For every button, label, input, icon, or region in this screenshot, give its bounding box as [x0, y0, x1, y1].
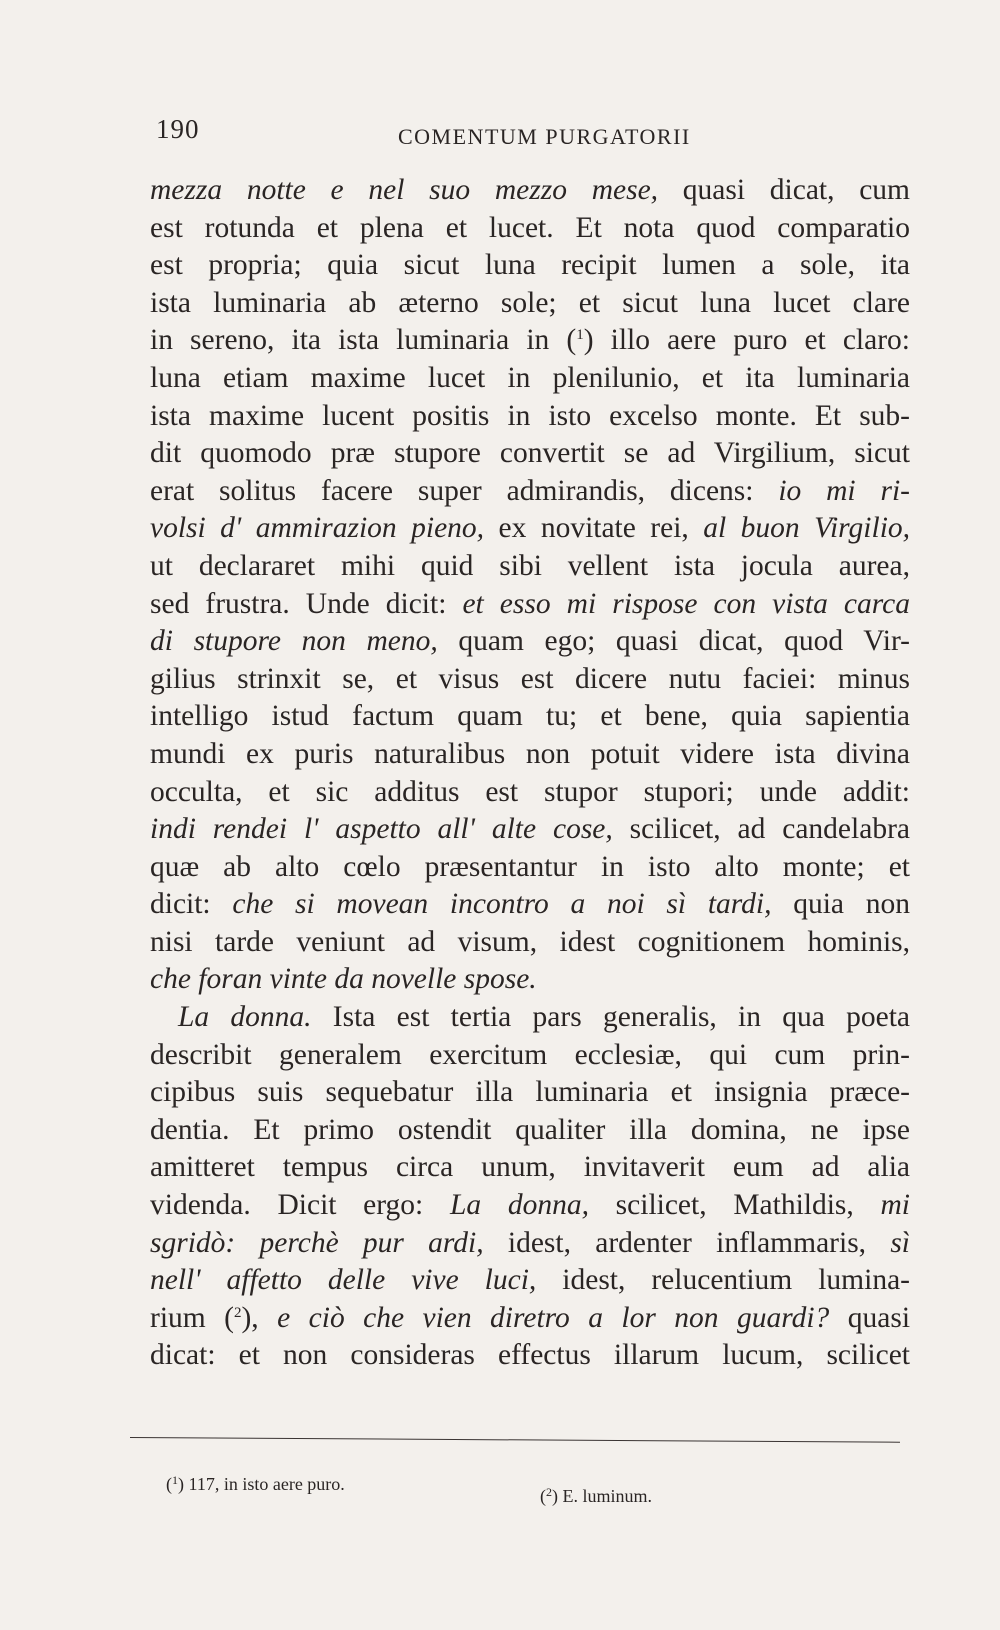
- text-line: [150, 1300, 910, 1338]
- text-segment: in sereno, ita ista luminaria in (: [150, 324, 577, 357]
- text-segment: quasi dicat, cum: [658, 174, 910, 206]
- text-line: [150, 1074, 910, 1112]
- text-segment: rium (: [150, 1301, 234, 1334]
- italic-quotation: indi rendei l' aspetto all' alte cose,: [150, 813, 613, 846]
- text-segment: sed frustra. Unde dicit:: [150, 587, 463, 620]
- running-title: COMENTUM PURGATORII: [398, 124, 691, 149]
- text-line: [150, 548, 910, 586]
- text-line: [150, 623, 910, 661]
- italic-quotation: La donna.: [178, 1001, 312, 1034]
- text-line: [150, 1225, 910, 1263]
- footnote-text: 117, in isto aere puro.: [188, 1474, 345, 1494]
- text-segment: mundi ex puris naturalibus non potuit videre ista divina: [150, 737, 910, 770]
- text-line: [150, 1187, 910, 1225]
- italic-quotation: et esso mi rispose con vista carca: [462, 587, 910, 620]
- footnote-2: [540, 1486, 652, 1507]
- text-line: [150, 247, 910, 285]
- footnote-mark: 1: [172, 1473, 178, 1487]
- text-line: [150, 1037, 910, 1075]
- text-line: [150, 210, 910, 248]
- text-segment: idest, ardenter inflammaris,: [483, 1226, 891, 1259]
- italic-quotation: sgridò: perchè pur ardi,: [150, 1226, 484, 1259]
- footnote-1: [166, 1474, 345, 1495]
- text-segment: intelligo istud factum quam tu; et bene, quia sapientia: [150, 700, 910, 733]
- text-segment: quia non: [771, 888, 910, 921]
- text-line: [150, 473, 910, 511]
- text-segment: dicat: et non consideras effectus illarum lucum, scilicet: [150, 1339, 910, 1372]
- text-segment: scilicet, Mathildis,: [588, 1189, 881, 1222]
- page-number: 190: [156, 114, 200, 144]
- footnote-mark: 2: [546, 1485, 552, 1499]
- text-line: [150, 1149, 910, 1187]
- italic-quotation: io mi ri-: [778, 474, 910, 507]
- text-segment: videnda. Dicit ergo:: [150, 1189, 450, 1222]
- text-segment: erat solitus facere super admirandis, dicens:: [150, 474, 779, 507]
- footnote-reference: 2: [233, 1304, 242, 1321]
- text-segment: dicit:: [150, 888, 233, 921]
- italic-quotation: volsi d' ammirazion pieno,: [150, 512, 485, 545]
- footnote-close-paren: ): [178, 1474, 189, 1494]
- text-segment: est rotunda et plena et lucet. Et nota quod comparatio: [150, 211, 910, 244]
- italic-quotation: e ciò che vien diretro a lor non guardi?: [277, 1301, 830, 1334]
- text-segment: ut declararet mihi quid sibi vellent ista jocula aurea,: [150, 549, 910, 582]
- italic-quotation: sì: [890, 1226, 910, 1259]
- text-segment: quasi: [829, 1301, 911, 1334]
- footnote-text: E. luminum.: [562, 1486, 652, 1506]
- text-line: [150, 886, 910, 924]
- text-line: [150, 1262, 910, 1300]
- text-line: [150, 1112, 910, 1150]
- text-line: [150, 811, 910, 849]
- text-segment: est propria; quia sicut luna recipit lumen a sole, ita: [150, 249, 910, 282]
- text-segment: quam ego; quasi dicat, quod Vir-: [437, 625, 910, 658]
- text-segment: ista maxime lucent positis in isto excelso monte. Et sub-: [150, 399, 910, 432]
- footnote-open-paren: (: [540, 1486, 546, 1506]
- text-segment: Ista est tertia pars generalis, in qua poeta: [311, 1001, 910, 1034]
- text-segment: scilicet, ad candelabra: [612, 813, 910, 846]
- text-line: [150, 924, 910, 962]
- italic-quotation: che foran vinte da novelle spose.: [150, 963, 537, 996]
- italic-quotation: che si movean incontro a noi sì tardi,: [232, 888, 772, 921]
- footnote-reference: 1: [576, 327, 584, 344]
- text-line: [150, 398, 910, 436]
- italic-quotation: di stupore non meno,: [150, 625, 438, 658]
- text-segment: dentia. Et primo ostendit qualiter illa domina, ne ipse: [150, 1113, 910, 1146]
- text-segment: idest, relucentium lumina-: [536, 1264, 910, 1297]
- text-segment: ),: [241, 1301, 278, 1334]
- text-line: [150, 172, 910, 210]
- text-segment: dit quomodo præ stupore convertit se ad Virgilium, sicut: [150, 437, 910, 470]
- text-segment: gilius strinxit se, et visus est dicere nutu faciei: minus: [150, 662, 910, 695]
- text-segment: amitteret tempus circa unum, invitaverit eum ad alia: [150, 1151, 910, 1184]
- text-line: [150, 435, 910, 473]
- text-line: [150, 285, 910, 323]
- footnote-open-paren: (: [166, 1474, 172, 1494]
- text-line: [150, 736, 910, 774]
- footnote-close-paren: ): [552, 1486, 563, 1506]
- text-line: [150, 698, 910, 736]
- text-line: [150, 999, 910, 1037]
- text-segment: nisi tarde veniunt ad visum, idest cognitionem hominis,: [150, 925, 910, 958]
- text-line: [150, 360, 910, 398]
- italic-quotation: nell' affetto delle vive luci,: [150, 1264, 537, 1297]
- text-line: [150, 510, 910, 548]
- text-line: [150, 961, 910, 999]
- text-line: [150, 849, 910, 887]
- italic-quotation: La donna,: [449, 1189, 589, 1222]
- text-segment: ex novitate rei,: [484, 512, 704, 545]
- italic-quotation: mi: [880, 1189, 910, 1222]
- text-line: [150, 322, 910, 360]
- italic-quotation: mezza notte e nel suo mezzo mese,: [150, 174, 659, 206]
- text-line: [150, 774, 910, 812]
- body-text: [150, 172, 910, 1375]
- text-line: [150, 1337, 910, 1375]
- text-segment: ) illo aere puro et claro:: [583, 324, 910, 357]
- italic-quotation: al buon Virgilio,: [703, 512, 911, 545]
- text-segment: cipibus suis sequebatur illa luminaria et insignia præce-: [150, 1076, 910, 1109]
- text-line: [150, 586, 910, 624]
- footnote-divider: [130, 1437, 900, 1443]
- text-segment: quæ ab alto cœlo præsentantur in isto alto monte; et: [150, 850, 910, 883]
- text-segment: occulta, et sic additus est stupor stupori; unde addit:: [150, 775, 910, 808]
- text-segment: describit generalem exercitum ecclesiæ, qui cum prin-: [150, 1038, 910, 1071]
- text-line: [150, 661, 910, 699]
- text-segment: luna etiam maxime lucet in plenilunio, et ita luminaria: [150, 361, 910, 394]
- text-segment: ista luminaria ab æterno sole; et sicut luna lucet clare: [150, 286, 910, 319]
